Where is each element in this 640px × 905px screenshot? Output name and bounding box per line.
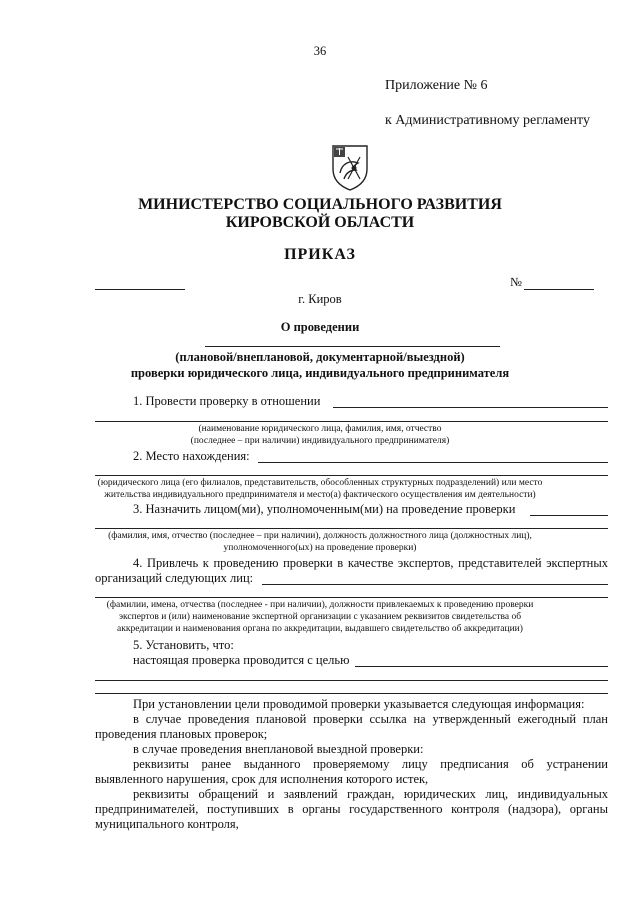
info-p2-line2: проведения плановых проверок;	[95, 727, 268, 741]
item-4-hint-line2: экспертов и (или) наименование экспертной организации с указанием реквизитов свидетельства об	[118, 612, 522, 622]
item-1-field-line-2	[95, 421, 608, 422]
date-line	[95, 289, 185, 290]
subject-line3: проверки юридического лица, индивидуального предпринимателя	[130, 366, 510, 380]
item-5-field-line-2	[95, 680, 608, 681]
info-p1: При установлении цели проводимой проверки указывается следующая информация:	[133, 697, 585, 711]
item-2-hint-line2: жительства индивидуального предпринимателя и место(а) фактического осуществления им деятельности)	[104, 490, 536, 500]
item-3-label: 3. Назначить лицом(ми), уполномоченным(ми) на проведение проверки	[133, 502, 516, 516]
item-5-label: 5. Установить, что:	[133, 638, 234, 652]
item-4-line2: организаций следующих лиц:	[95, 571, 254, 585]
appendix-subtitle: к Административному регламенту	[385, 113, 590, 128]
item-3-field-line	[530, 515, 608, 516]
document-type: ПРИКАЗ	[284, 246, 356, 263]
page-number: 36	[313, 44, 327, 58]
item-2-label: 2. Место нахождения:	[133, 449, 250, 463]
item-4-field-line-2	[95, 597, 608, 598]
subject-line2: (плановой/внеплановой, документарной/выездной)	[175, 350, 465, 364]
item-4-field-line	[262, 584, 608, 585]
info-p5-line2: предпринимателей, поступивших в органы государственного контроля (надзора), органы	[95, 802, 608, 816]
item-5-field-line	[355, 666, 608, 667]
ministry-name-line2: КИРОВСКОЙ ОБЛАСТИ	[225, 214, 415, 231]
item-3-hint-line1: (фамилия, имя, отчество (последнее – при наличии), должность должностного лица (должностных лиц),	[108, 531, 532, 541]
info-p3: в случае проведения внеплановой выездной проверки:	[133, 742, 424, 756]
item-1-label: 1. Провести проверку в отношении	[133, 394, 321, 408]
info-p5-line3: муниципального контроля,	[95, 817, 239, 831]
item-1-hint-line2: (последнее – при наличии) индивидуального предпринимателя)	[190, 436, 450, 446]
item-1-field-line	[333, 407, 608, 408]
subject-blank-line	[205, 346, 500, 347]
info-p5-line1: реквизиты обращений и заявлений граждан, юридических лиц, индивидуальных	[133, 787, 608, 801]
item-1-hint-line1: (наименование юридического лица, фамилия, имя, отчество	[198, 424, 442, 434]
info-p4-line2: выявленного нарушения, срок для исполнения которого истек,	[95, 772, 429, 786]
info-p4-line1: реквизиты ранее выданного проверяемому лицу предписания об устранении	[133, 757, 608, 771]
item-4-hint-line1: (фамилии, имена, отчества (последнее - при наличии), должности привлекаемых к проведению проверки	[106, 600, 534, 610]
number-line	[524, 289, 594, 290]
item-5-text: настоящая проверка проводится с целью	[133, 653, 350, 667]
item-3-field-line-2	[95, 528, 608, 529]
subject-line1: О проведении	[280, 320, 360, 334]
item-4-hint-line3: аккредитации и наименования органа по аккредитации, выдавшего свидетельство об аккредитации)	[117, 624, 523, 634]
item-2-field-line-2	[95, 475, 608, 476]
item-2-hint-line1: (юридического лица (его филиалов, представительств, обособленных структурных подразделений) или место	[97, 478, 543, 488]
city: г. Киров	[298, 292, 342, 306]
appendix-title: Приложение № 6	[385, 78, 488, 93]
item-5-field-line-3	[95, 693, 608, 694]
info-p2-line1: в случае проведения плановой проверки ссылка на утвержденный ежегодный план	[133, 712, 608, 726]
item-4-line1: 4. Привлечь к проведению проверки в качестве экспертов, представителей экспертных	[133, 556, 608, 570]
coat-of-arms-icon	[330, 143, 370, 191]
item-2-field-line	[258, 462, 608, 463]
ministry-name-line1: МИНИСТЕРСТВО СОЦИАЛЬНОГО РАЗВИТИЯ	[138, 196, 502, 213]
item-3-hint-line2: уполномоченного(ых) на проведение проверки)	[223, 543, 417, 553]
number-label: №	[510, 275, 522, 289]
